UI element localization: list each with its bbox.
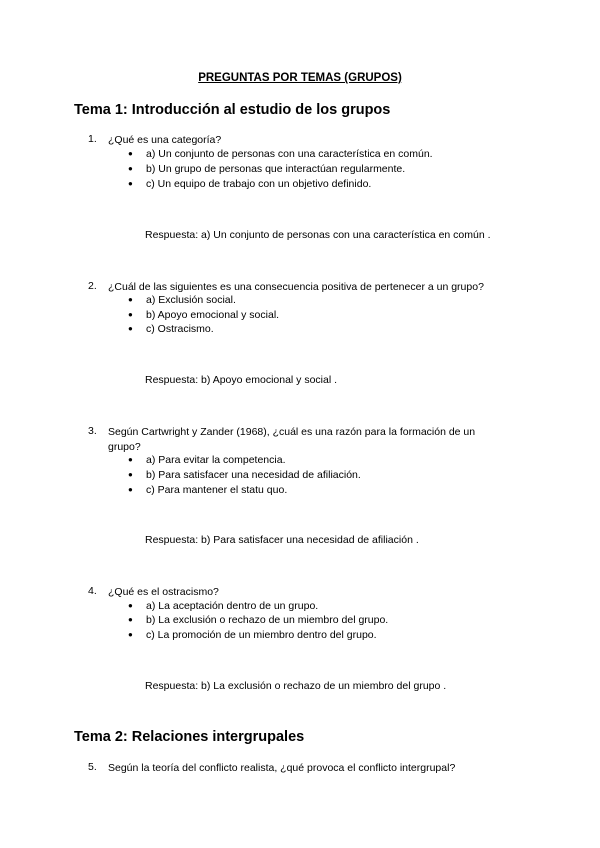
bullet-icon: ● — [128, 164, 133, 173]
option-text: b) Apoyo emocional y social. — [146, 309, 280, 321]
question-number: 3. — [88, 425, 97, 437]
option-item — [128, 614, 388, 626]
option-item — [128, 469, 361, 481]
bullet-icon: ● — [128, 455, 133, 464]
option-item — [128, 148, 433, 160]
option-item — [128, 454, 285, 466]
section-heading-2: Tema 2: Relaciones intergrupales — [74, 729, 305, 745]
bullet-icon: ● — [128, 295, 133, 304]
answer-text: Respuesta: b) Apoyo emocional y social . — [145, 374, 338, 386]
option-item — [128, 163, 405, 175]
option-item — [128, 484, 287, 496]
option-text: a) La aceptación dentro de un grupo. — [146, 600, 319, 612]
option-text: b) La exclusión o rechazo de un miembro del grupo. — [146, 614, 389, 626]
option-item — [128, 309, 279, 321]
question-number: 4. — [88, 585, 97, 597]
option-item — [128, 629, 377, 641]
option-text: c) La promoción de un miembro dentro del grupo. — [146, 629, 377, 641]
answer-text: Respuesta: b) La exclusión o rechazo de un miembro del grupo . — [145, 680, 447, 692]
option-item — [128, 294, 236, 306]
option-text: b) Para satisfacer una necesidad de afiliación. — [146, 469, 361, 481]
option-text: c) Un equipo de trabajo con un objetivo definido. — [146, 178, 372, 190]
option-item — [128, 323, 214, 335]
section-heading-1: Tema 1: Introducción al estudio de los grupos — [74, 102, 391, 118]
bullet-icon: ● — [128, 615, 133, 624]
bullet-icon: ● — [128, 485, 133, 494]
option-text: a) Exclusión social. — [146, 294, 236, 306]
answer-text: Respuesta: a) Un conjunto de personas con una característica en común . — [145, 229, 491, 241]
bullet-icon: ● — [128, 470, 133, 479]
question-number: 1. — [88, 133, 97, 145]
bullet-icon: ● — [128, 149, 133, 158]
bullet-icon: ● — [128, 601, 133, 610]
option-text: c) Ostracismo. — [146, 323, 214, 335]
answer-text: Respuesta: b) Para satisfacer una necesidad de afiliación . — [145, 534, 419, 546]
option-text: a) Un conjunto de personas con una característica en común. — [146, 148, 433, 160]
question-text: ¿Qué es el ostracismo? — [108, 586, 219, 598]
question-text: Según la teoría del conflicto realista, ¿qué provoca el conflicto intergrupal? — [108, 762, 456, 774]
option-text: a) Para evitar la competencia. — [146, 454, 286, 466]
bullet-icon: ● — [128, 324, 133, 333]
bullet-icon: ● — [128, 630, 133, 639]
question-number: 2. — [88, 280, 97, 292]
option-item — [128, 600, 318, 612]
option-item — [128, 178, 371, 190]
option-text: c) Para mantener el statu quo. — [146, 484, 288, 496]
question-text: ¿Qué es una categoría? — [108, 134, 222, 146]
question-text: Según Cartwright y Zander (1968), ¿cuál es una razón para la formación de un grupo? — [108, 426, 476, 453]
document-title: PREGUNTAS POR TEMAS (GRUPOS) — [198, 72, 402, 84]
question-text: ¿Cuál de las siguientes es una consecuencia positiva de pertenecer a un grupo? — [108, 281, 484, 293]
bullet-icon: ● — [128, 310, 133, 319]
question-number: 5. — [88, 761, 97, 773]
option-text: b) Un grupo de personas que interactúan regularmente. — [146, 163, 406, 175]
bullet-icon: ● — [128, 179, 133, 188]
